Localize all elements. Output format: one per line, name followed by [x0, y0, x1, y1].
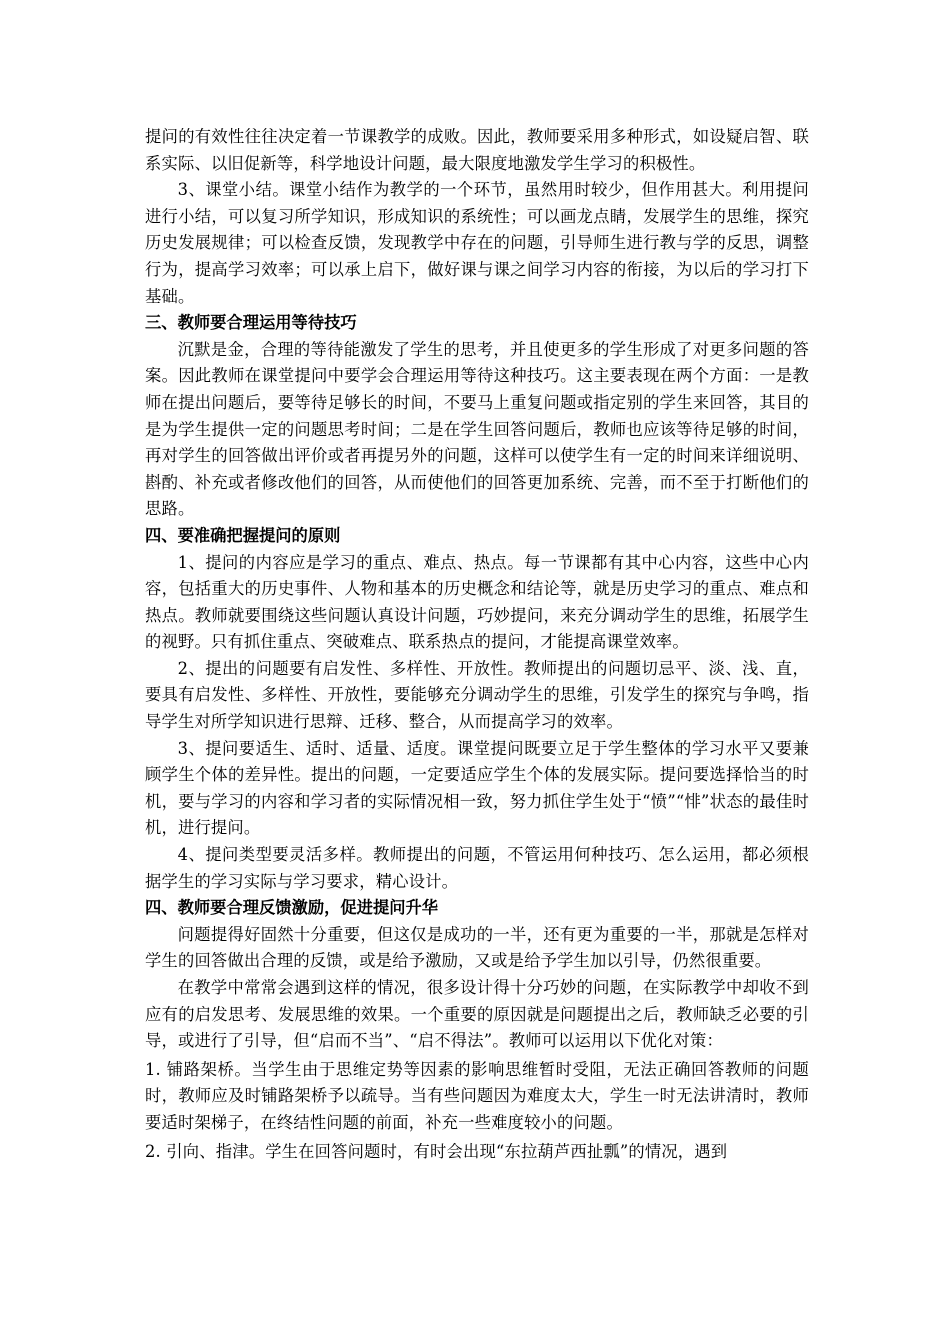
list-paragraph: 1. 铺路架桥。当学生由于思维定势等因素的影响思维暂时受阻，无法正确回答教师的问题时，教师应及时铺路架桥予以疏导。当有些问题因为难度太大，学生一时无法讲清时，教师要适时架梯子，在终结性问题的前面，补充一些难度较小的问题。: [145, 1059, 809, 1132]
body-paragraph: 1、提问的内容应是学习的重点、难点、热点。每一节课都有其中心内容，这些中心内容，包括重大的历史事件、人物和基本的历史概念和结论等，就是历史学习的重点、难点和热点。教师就要围绕这些问题认真设计问题，巧妙提问，来充分调动学生的思维，拓展学生的视野。只有抓住重点、突破难点、联系热点的提问，才能提高课堂效率。: [145, 552, 809, 652]
body-paragraph: 提问的有效性往往决定着一节课教学的成败。因此，教师要采用多种形式，如设疑启智、联系实际、以旧促新等，科学地设计问题，最大限度地激发学生学习的积极性。: [145, 127, 809, 173]
body-paragraph: 在教学中常常会遇到这样的情况，很多设计得十分巧妙的问题，在实际教学中却收不到应有的启发思考、发展思维的效果。一个重要的原因就是问题提出之后，教师缺乏必要的引导，或进行了引导，但“启而不当”、“启不得法”。教师可以运用以下优化对策：: [145, 978, 809, 1051]
document-page: [145, 124, 809, 1165]
section-heading: 四、教师要合理反馈激励，促进提问升华: [145, 898, 439, 918]
body-paragraph: 4、提问类型要灵活多样。教师提出的问题，不管运用何种技巧、怎么运用，都必须根据学生的学习实际与学习要求，精心设计。: [145, 845, 809, 891]
body-paragraph: 2、提出的问题要有启发性、多样性、开放性。教师提出的问题切忌平、淡、浅、直，要具有启发性、多样性、开放性，要能够充分调动学生的思维，引发学生的探究与争鸣，指导学生对所学知识进行思辩、迁移、整合，从而提高学习的效率。: [145, 658, 809, 732]
body-paragraph: 问题提得好固然十分重要，但这仅是成功的一半，还有更为重要的一半，那就是怎样对学生的回答做出合理的反馈，或是给予激励，又或是给予学生加以引导，仍然很重要。: [145, 924, 809, 971]
section-heading: 四、要准确把握提问的原则: [145, 525, 341, 545]
body-paragraph: 3、提问要适生、适时、适量、适度。课堂提问既要立足于学生整体的学习水平又要兼顾学生个体的差异性。提出的问题，一定要适应学生个体的发展实际。提问要选择恰当的时机，要与学习的内容和学习者的实际情况相一致，努力抓住学生处于“愤”“悱”状态的最佳时机，进行提问。: [145, 738, 809, 838]
body-paragraph: 沉默是金，合理的等待能激发了学生的思考，并且使更多的学生形成了对更多问题的答案。因此教师在课堂提问中要学会合理运用等待这种技巧。这主要表现在两个方面：一是教师在提出问题后，要等待足够长的时间，不要马上重复问题或指定别的学生来回答，其目的是为学生提供一定的问题思考时间；二是在学生回答问题后，教师也应该等待足够的时间，再对学生的回答做出评价或者再提另外的问题，这样可以使学生有一定的时间来详细说明、斟酌、补充或者修改他们的回答，从而使他们的回答更加系统、完善，而不至于打断他们的思路。: [145, 339, 809, 519]
list-paragraph: 2. 引向、指津。学生在回答问题时，有时会出现“东拉葫芦西扯瓢”的情况，遇到: [145, 1141, 728, 1161]
section-heading: 三、教师要合理运用等待技巧: [145, 313, 357, 333]
body-paragraph: 3、课堂小结。课堂小结作为教学的一个环节，虽然用时较少，但作用甚大。利用提问进行小结，可以复习所学知识，形成知识的系统性；可以画龙点睛，发展学生的思维，探究历史发展规律；可以检查反馈，发现教学中存在的问题，引导师生进行教与学的反思，调整行为，提高学习效率；可以承上启下，做好课与课之间学习内容的衔接，为以后的学习打下基础。: [145, 180, 809, 306]
